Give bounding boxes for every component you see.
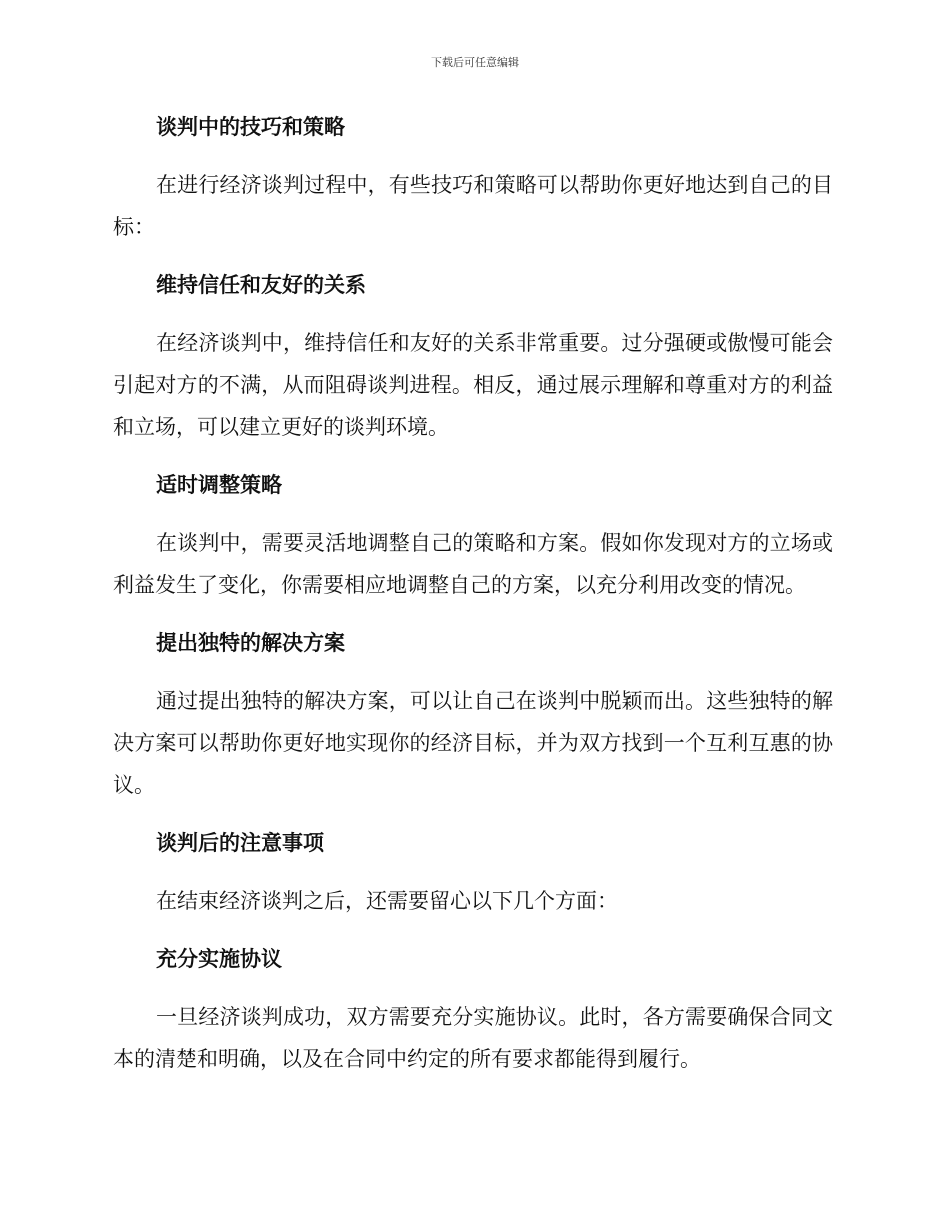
paragraph: 在经济谈判中，维持信任和友好的关系非常重要。过分强硬或傲慢可能会引起对方的不满，从而阻碍谈判进程。相反，通过展示理解和尊重对方的利益和立场，可以建立更好的谈判环境。: [113, 331, 833, 439]
section-heading: 充分实施协议: [156, 947, 282, 971]
section-heading: 谈判中的技巧和策略: [156, 115, 345, 139]
section-heading: 适时调整策略: [156, 473, 282, 497]
section-heading: 维持信任和友好的关系: [156, 273, 366, 297]
page-header: 下载后可任意编辑: [431, 56, 519, 69]
section-heading: 谈判后的注意事项: [156, 831, 324, 855]
section-heading: 提出独特的解决方案: [156, 631, 345, 655]
paragraph: 在结束经济谈判之后，还需要留心以下几个方面：: [156, 889, 618, 913]
paragraph: 一旦经济谈判成功，双方需要充分实施协议。此时，各方需要确保合同文本的清楚和明确，以及在合同中约定的所有要求都能得到履行。: [113, 1005, 833, 1071]
document-body: [113, 104, 833, 1094]
paragraph: 通过提出独特的解决方案，可以让自己在谈判中脱颖而出。这些独特的解决方案可以帮助你更好地实现你的经济目标，并为双方找到一个互利互惠的协议。: [113, 689, 833, 797]
paragraph: 在谈判中，需要灵活地调整自己的策略和方案。假如你发现对方的立场或利益发生了变化，你需要相应地调整自己的方案，以充分利用改变的情况。: [113, 531, 833, 597]
paragraph: 在进行经济谈判过程中，有些技巧和策略可以帮助你更好地达到自己的目标：: [113, 173, 833, 239]
